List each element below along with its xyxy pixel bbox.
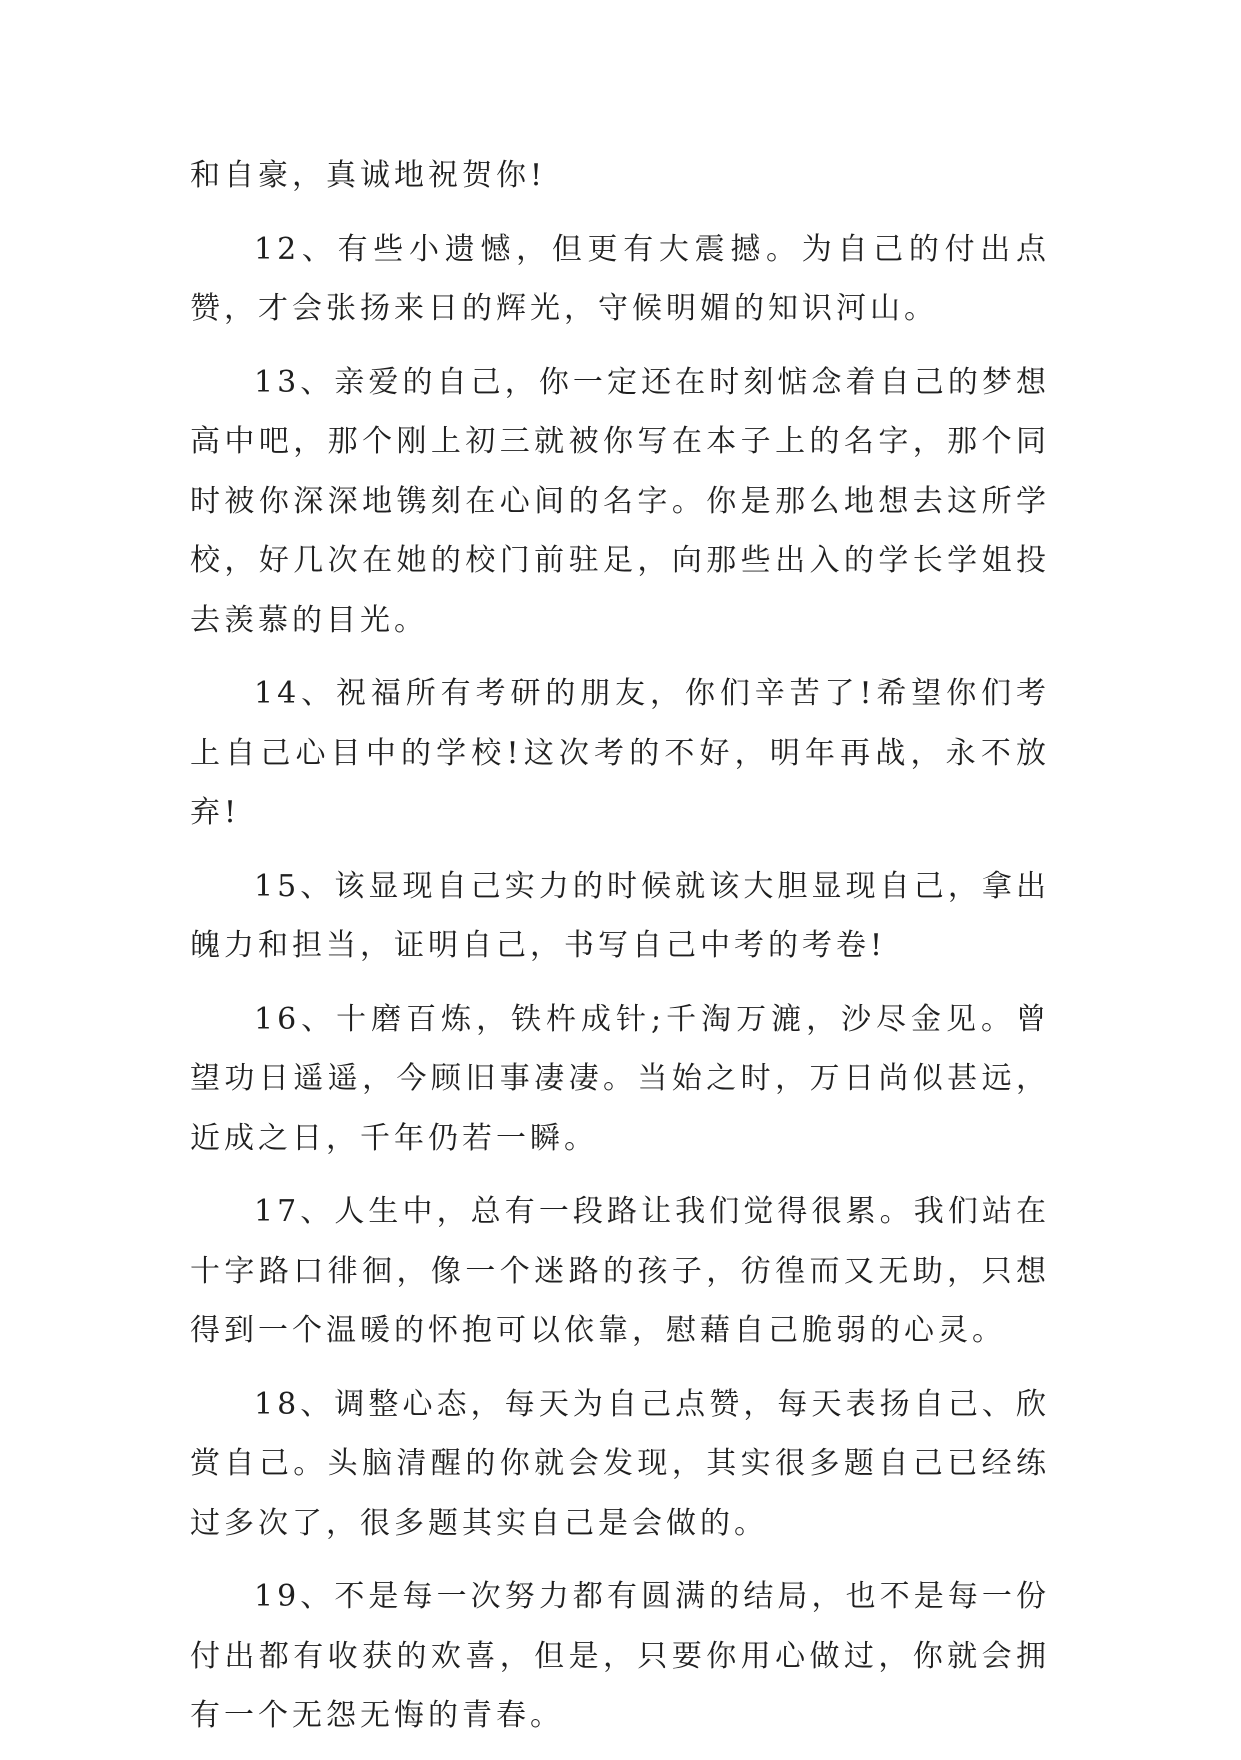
paragraph-16: 16、十磨百炼，铁杵成针;千淘万漉，沙尽金见。曾望功日遥遥，今顾旧事凄凄。当始之时，万日尚似甚远，近成之日，千年仍若一瞬。 <box>190 1001 1050 1156</box>
paragraph-19: 19、不是每一次努力都有圆满的结局，也不是每一份付出都有收获的欢喜，但是，只要你用心做过，你就会拥有一个无怨无悔的青春。 <box>190 1579 1050 1733</box>
paragraph-12: 12、有些小遗憾，但更有大震撼。为自己的付出点赞，才会张扬来日的辉光，守候明媚的知识河山。 <box>190 231 1050 326</box>
paragraph-17: 17、人生中，总有一段路让我们觉得很累。我们站在十字路口徘徊，像一个迷路的孩子，彷徨而又无助，只想得到一个温暖的怀抱可以依靠，慰藉自己脆弱的心灵。 <box>190 1194 1050 1348</box>
document-body <box>190 146 1050 1760</box>
paragraph-15: 15、该显现自己实力的时候就该大胆显现自己，拿出魄力和担当，证明自己，书写自己中考的考卷! <box>190 868 1050 963</box>
paragraph-13: 13、亲爱的自己，你一定还在时刻惦念着自己的梦想高中吧，那个刚上初三就被你写在本子上的名字，那个同时被你深深地镌刻在心间的名字。你是那么地想去这所学校，好几次在她的校门前驻足，向那些出入的学长学姐投去羡慕的目光。 <box>190 364 1050 638</box>
paragraph-14: 14、祝福所有考研的朋友，你们辛苦了!希望你们考上自己心目中的学校!这次考的不好，明年再战，永不放弃! <box>190 676 1050 830</box>
paragraph-18: 18、调整心态，每天为自己点赞，每天表扬自己、欣赏自己。头脑清醒的你就会发现，其实很多题自己已经练过多次了，很多题其实自己是会做的。 <box>190 1386 1050 1541</box>
paragraph-11-continuation: 和自豪，真诚地祝贺你! <box>190 158 547 193</box>
